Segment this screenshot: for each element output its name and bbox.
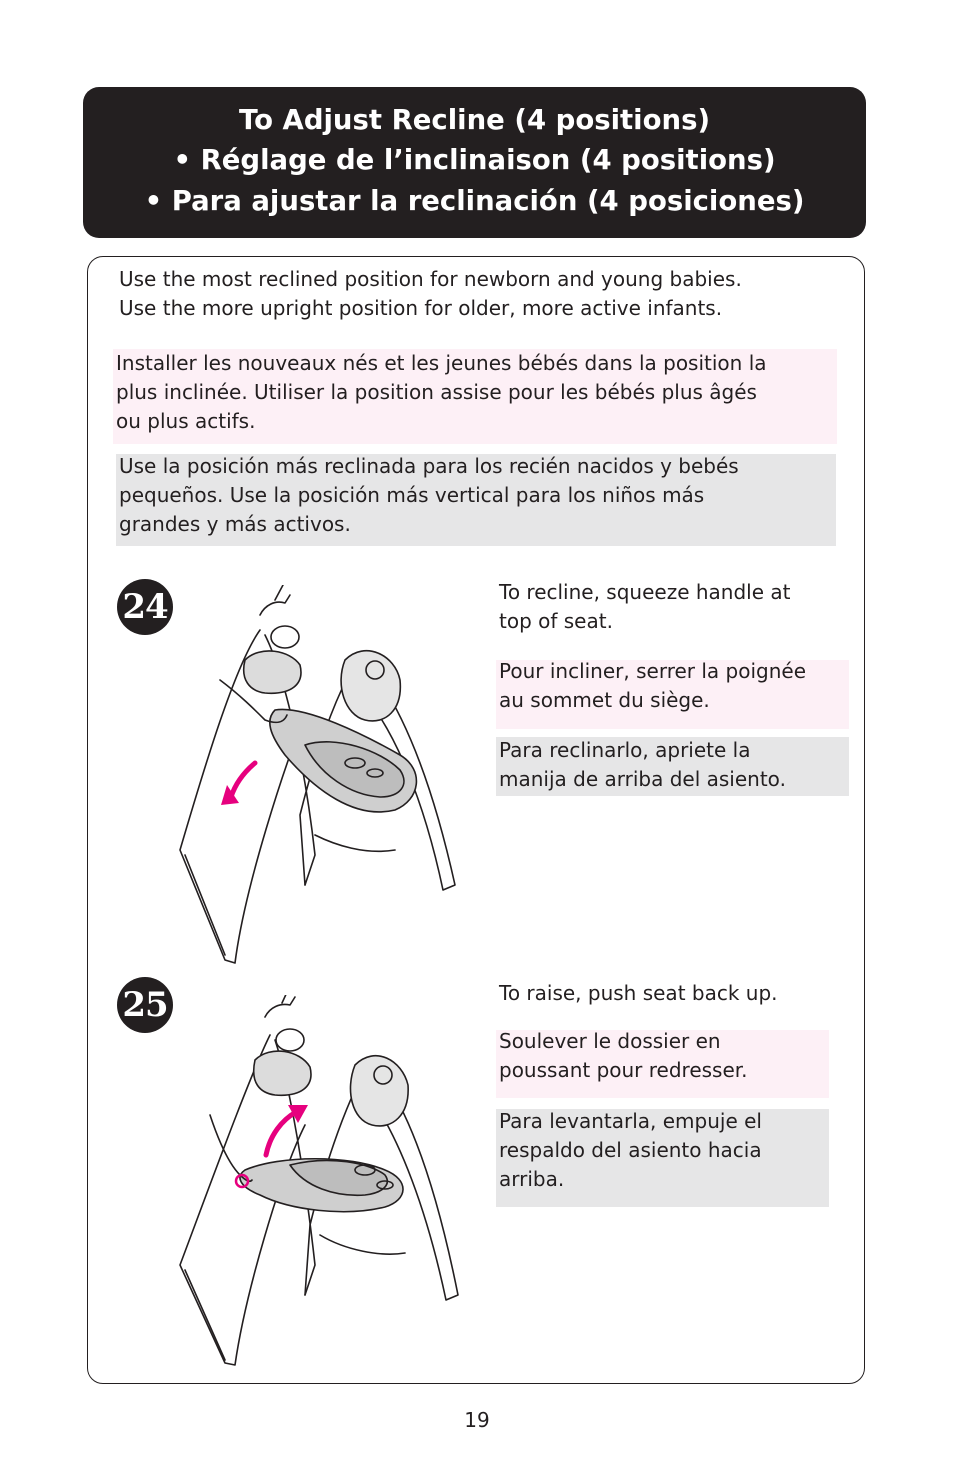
title-english: To Adjust Recline (4 positions): [238, 104, 711, 136]
intro-english: Use the most reclined position for newborn and young babies. Use the more upright position for older, more active infants.: [119, 267, 742, 320]
step24-french: Pour incliner, serrer la poignée au sommet du siège.: [499, 659, 807, 712]
intro-french: Installer les nouveaux nés et les jeunes bébés dans la position la plus inclinée. Utiliser la position assise pour les bébés plus âgés ou plus actifs.: [116, 351, 767, 433]
title-spanish: • Para ajustar la reclinación (4 posiciones): [144, 185, 805, 217]
swing-recline-illustration: [165, 585, 465, 965]
step-number-25: 25: [117, 977, 173, 1033]
step25-spanish: Para levantarla, empuje el respaldo del asiento hacia arriba.: [499, 1109, 762, 1191]
intro-spanish: Use la posición más reclinada para los recién nacidos y bebés pequeños. Use la posición más vertical para los niños más grandes y más activos.: [119, 454, 739, 536]
swing-raise-illustration: [170, 995, 465, 1370]
step-number-24: 24: [117, 579, 173, 635]
title-banner: [83, 87, 866, 238]
step24-spanish: Para reclinarlo, apriete la manija de arriba del asiento.: [499, 738, 786, 791]
step25-english: To raise, push seat back up.: [499, 981, 778, 1005]
page-number: 19: [464, 1408, 490, 1432]
title-french: • Réglage de l’inclinaison (4 positions): [173, 144, 776, 176]
step25-french: Soulever le dossier en poussant pour redresser.: [499, 1029, 748, 1082]
step24-english: To recline, squeeze handle at top of seat.: [499, 580, 791, 633]
